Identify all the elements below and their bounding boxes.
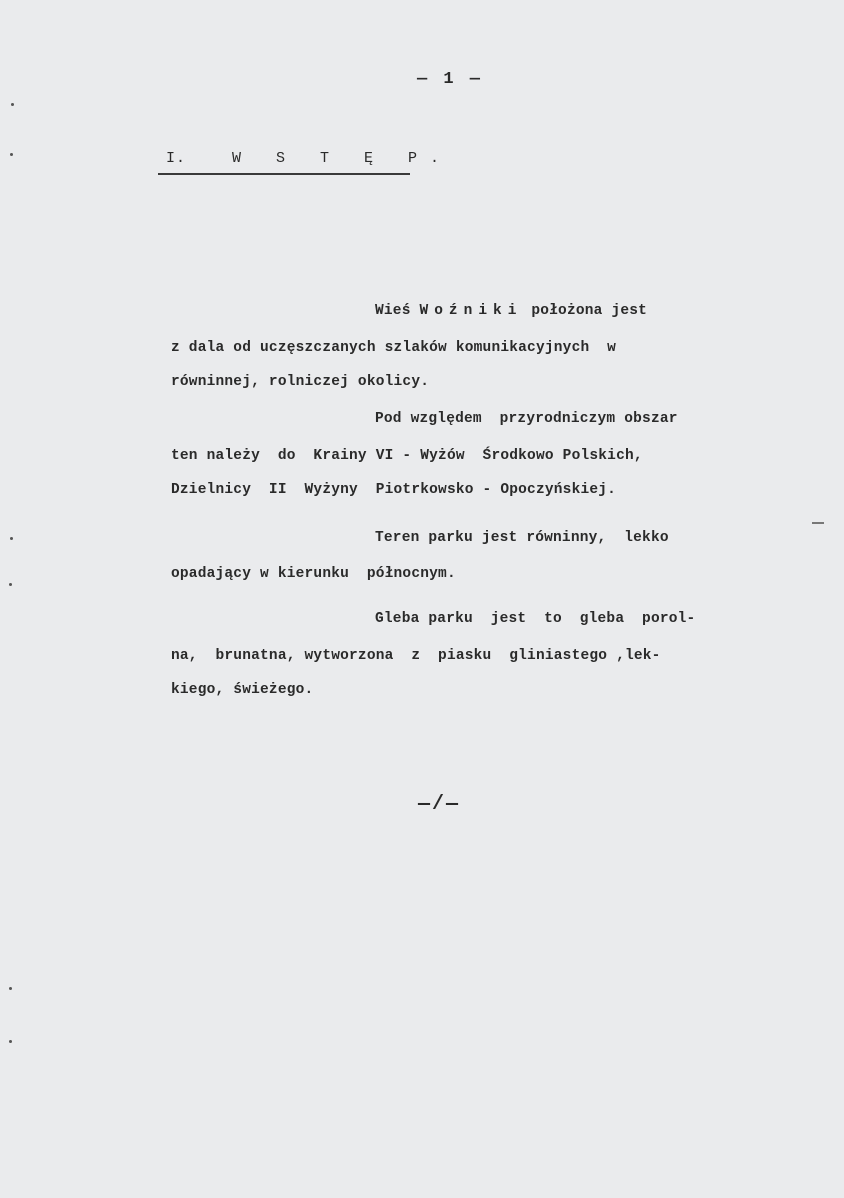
village-name: Woźniki (419, 303, 523, 319)
scan-speck (11, 103, 14, 106)
paragraph-line: opadający w kierunku północnym. (171, 566, 456, 582)
paragraph-line: ten należy do Krainy VI - Wyżów Środkowo Polskich, (171, 448, 643, 464)
scan-speck (9, 583, 12, 586)
section-heading (166, 150, 452, 167)
scan-speck (10, 153, 13, 156)
margin-mark (812, 522, 824, 524)
text-fragment: położona jest (522, 303, 648, 319)
end-of-section-mark: —/— (418, 793, 461, 816)
paragraph-line: na, brunatna, wytworzona z piasku gliniastego ,lek- (171, 648, 661, 664)
paragraph-line: Pod względem przyrodniczym obszar (375, 411, 678, 427)
section-title: W S T Ę P. (232, 150, 453, 167)
paragraph-line: kiego, świeżego. (171, 682, 314, 698)
text-fragment: Wieś (375, 303, 420, 319)
paragraph-line: z dala od uczęszczanych szlaków komunikacyjnych w (171, 340, 617, 356)
scan-speck (9, 987, 12, 990)
page-number: — 1 — (416, 70, 483, 89)
paragraph-line (375, 303, 647, 319)
paragraph-line: Gleba parku jest to gleba porol- (375, 611, 696, 627)
scan-speck (9, 1040, 12, 1043)
section-number: I. (166, 150, 187, 167)
scan-speck (10, 537, 13, 540)
heading-underline (158, 173, 410, 175)
paragraph-line: równinnej, rolniczej okolicy. (171, 374, 430, 390)
paragraph-line: Dzielnicy II Wyżyny Piotrkowsko - Opoczyńskiej. (171, 482, 617, 498)
paragraph-line: Teren parku jest równinny, lekko (375, 530, 669, 546)
